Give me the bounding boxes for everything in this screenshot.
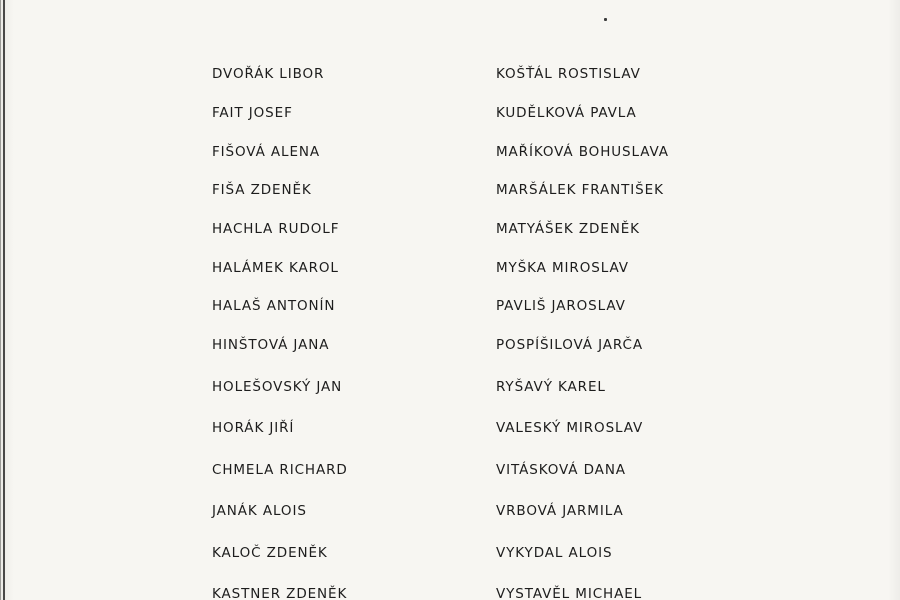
- name-entry: KASTNER ZDENĚK: [212, 586, 348, 600]
- name-entry: MAŘÍKOVÁ BOHUSLAVA: [496, 144, 669, 160]
- binding-edge-line: [3, 0, 5, 600]
- name-entry: HACHLA RUDOLF: [212, 221, 340, 237]
- name-entry: MATYÁŠEK ZDENĚK: [496, 221, 640, 237]
- name-entry: KALOČ ZDENĚK: [212, 545, 328, 561]
- name-entry: HALÁMEK KAROL: [212, 260, 339, 276]
- name-entry: FAIT JOSEF: [212, 105, 293, 121]
- name-entry: CHMELA RICHARD: [212, 462, 348, 478]
- name-entry: HOLEŠOVSKÝ JAN: [212, 379, 343, 395]
- name-entry: PAVLIŠ JAROSLAV: [496, 298, 626, 314]
- name-entry: RYŠAVÝ KAREL: [496, 379, 606, 395]
- name-entry: VYKYDAL ALOIS: [496, 545, 613, 561]
- name-entry: KOŠŤÁL ROSTISLAV: [496, 66, 641, 82]
- name-entry: VITÁSKOVÁ DANA: [496, 462, 626, 478]
- name-entry: HINŠTOVÁ JANA: [212, 337, 330, 353]
- name-entry: MYŠKA MIROSLAV: [496, 260, 629, 276]
- name-entry: FIŠOVÁ ALENA: [212, 144, 321, 160]
- name-entry: VRBOVÁ JARMILA: [496, 503, 624, 519]
- name-entry: KUDĚLKOVÁ PAVLA: [496, 105, 637, 121]
- page-edge-shadow: [0, 0, 1, 600]
- name-entry: HORÁK JIŘÍ: [212, 420, 295, 436]
- name-entry: DVOŘÁK LIBOR: [212, 66, 325, 82]
- name-entry: FIŠA ZDENĚK: [212, 182, 312, 198]
- name-entry: MARŠÁLEK FRANTIŠEK: [496, 182, 664, 198]
- name-entry: VYSTAVĚL MICHAEL: [496, 586, 643, 600]
- name-entry: POSPÍŠILOVÁ JARČA: [496, 337, 643, 353]
- name-entry: VALESKÝ MIROSLAV: [496, 420, 644, 436]
- ink-speck: [604, 18, 607, 21]
- name-entry: JANÁK ALOIS: [212, 503, 307, 519]
- name-entry: HALAŠ ANTONÍN: [212, 298, 336, 314]
